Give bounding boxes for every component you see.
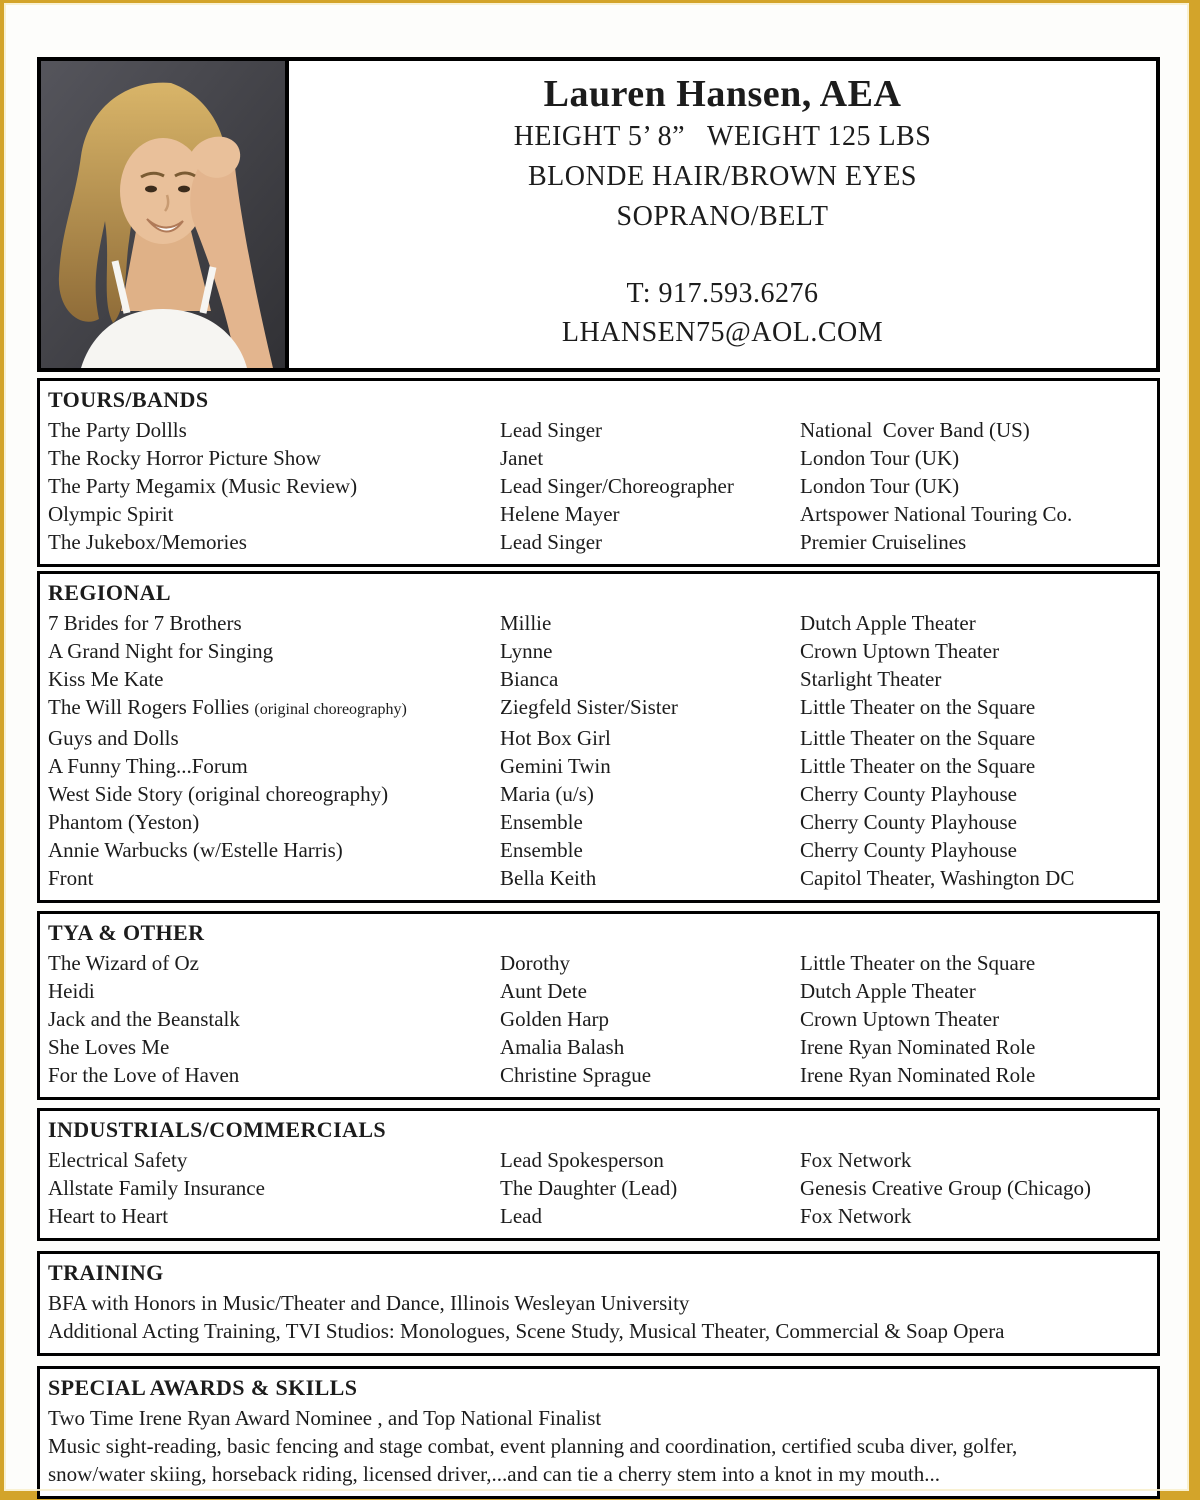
credit-role: Amalia Balash bbox=[500, 1035, 625, 1059]
credit-title: The Will Rogers Follies (original choreography) bbox=[48, 695, 407, 719]
credit-title: A Funny Thing...Forum bbox=[48, 754, 248, 778]
credit-venue: Little Theater on the Square bbox=[800, 951, 1036, 975]
training-line: Additional Acting Training, TVI Studios: Monologues, Scene Study, Musical Theater, Commercial & Soap Opera bbox=[48, 1319, 1005, 1343]
credit-role: Lead Singer bbox=[500, 530, 603, 554]
credit-row bbox=[48, 693, 1153, 724]
headshot-photo bbox=[41, 61, 289, 368]
credit-row bbox=[48, 1033, 1153, 1061]
credit-row bbox=[48, 864, 1153, 892]
credit-title: Olympic Spirit bbox=[48, 502, 174, 526]
credit-venue: Little Theater on the Square bbox=[800, 754, 1036, 778]
credit-venue: Cherry County Playhouse bbox=[800, 838, 1017, 862]
credit-row bbox=[48, 836, 1153, 864]
credit-venue: Crown Uptown Theater bbox=[800, 639, 1000, 663]
credit-row bbox=[48, 808, 1153, 836]
credit-row bbox=[48, 1202, 1153, 1230]
credit-row bbox=[48, 444, 1153, 472]
credit-venue: Irene Ryan Nominated Role bbox=[800, 1063, 1036, 1087]
credit-venue: Starlight Theater bbox=[800, 667, 942, 691]
section-title: TYA & OTHER bbox=[48, 920, 205, 945]
credit-title: Kiss Me Kate bbox=[48, 667, 164, 691]
credit-venue: Genesis Creative Group (Chicago) bbox=[800, 1176, 1091, 1200]
credit-row bbox=[48, 665, 1153, 693]
credit-row bbox=[48, 724, 1153, 752]
credit-title: The Wizard of Oz bbox=[48, 951, 199, 975]
credit-role: Hot Box Girl bbox=[500, 726, 611, 750]
resume-page bbox=[37, 57, 1160, 1499]
credit-role: Lead Singer/Choreographer bbox=[500, 474, 734, 498]
hair-eyes: BLONDE HAIR/BROWN EYES bbox=[528, 161, 917, 192]
headshot-illustration bbox=[41, 61, 285, 368]
credit-venue: Cherry County Playhouse bbox=[800, 782, 1017, 806]
header-spacer bbox=[289, 237, 1156, 274]
credit-venue: Fox Network bbox=[800, 1148, 912, 1172]
section-tya-other bbox=[37, 911, 1160, 1100]
section-industrials-commercials bbox=[37, 1108, 1160, 1241]
credit-role: Ziegfeld Sister/Sister bbox=[500, 695, 678, 719]
credit-venue: Capitol Theater, Washington DC bbox=[800, 866, 1075, 890]
credit-venue: London Tour (UK) bbox=[800, 446, 960, 470]
section-title: SPECIAL AWARDS & SKILLS bbox=[48, 1375, 358, 1400]
credit-row bbox=[48, 528, 1153, 556]
credit-role: Aunt Dete bbox=[500, 979, 587, 1003]
credit-row bbox=[48, 949, 1153, 977]
section-title: REGIONAL bbox=[48, 580, 171, 605]
credit-row bbox=[48, 780, 1153, 808]
credit-role: Gemini Twin bbox=[500, 754, 611, 778]
credit-venue: Little Theater on the Square bbox=[800, 726, 1036, 750]
credit-role: Maria (u/s) bbox=[500, 782, 594, 806]
credit-title: The Party Dollls bbox=[48, 418, 187, 442]
training-line: BFA with Honors in Music/Theater and Dance, Illinois Wesleyan University bbox=[48, 1291, 690, 1315]
section-title: INDUSTRIALS/COMMERCIALS bbox=[48, 1117, 387, 1142]
section-tours-bands bbox=[37, 378, 1160, 567]
credit-venue: National Cover Band (US) bbox=[800, 418, 1030, 442]
credit-title: The Party Megamix (Music Review) bbox=[48, 474, 358, 498]
credit-title: Jack and the Beanstalk bbox=[48, 1007, 240, 1031]
height-weight: HEIGHT 5’ 8” WEIGHT 125 LBS bbox=[513, 121, 932, 152]
credit-role: Lead bbox=[500, 1204, 542, 1228]
credit-title: Heart to Heart bbox=[48, 1204, 169, 1228]
credit-title: Allstate Family Insurance bbox=[48, 1176, 265, 1200]
credit-role: Golden Harp bbox=[500, 1007, 610, 1031]
credit-venue: Dutch Apple Theater bbox=[800, 979, 976, 1003]
credit-title: The Jukebox/Memories bbox=[48, 530, 247, 554]
credit-role: Bella Keith bbox=[500, 866, 597, 890]
header-box bbox=[37, 57, 1160, 372]
credit-venue: Cherry County Playhouse bbox=[800, 810, 1017, 834]
credit-role: Lead Spokesperson bbox=[500, 1148, 664, 1172]
credit-row bbox=[48, 1061, 1153, 1089]
credit-row bbox=[48, 609, 1153, 637]
credit-title: For the Love of Haven bbox=[48, 1063, 240, 1087]
credit-role: Helene Mayer bbox=[500, 502, 620, 526]
name: Lauren Hansen, AEA bbox=[543, 73, 902, 115]
awards-line: Two Time Irene Ryan Award Nominee , and Top National Finalist bbox=[48, 1406, 602, 1430]
credit-title: The Rocky Horror Picture Show bbox=[48, 446, 321, 470]
credit-venue: Premier Cruiselines bbox=[800, 530, 967, 554]
credit-role: Ensemble bbox=[500, 810, 583, 834]
awards-line: snow/water skiing, horseback riding, licensed driver,...and can tie a cherry stem into a knot in my mouth... bbox=[48, 1462, 941, 1486]
credit-venue: Little Theater on the Square bbox=[800, 695, 1036, 719]
credit-title-note: (original choreography) bbox=[254, 701, 407, 718]
credit-role: Lead Singer bbox=[500, 418, 603, 442]
credit-role: Christine Sprague bbox=[500, 1063, 652, 1087]
credit-row bbox=[48, 1146, 1153, 1174]
credit-venue: Irene Ryan Nominated Role bbox=[800, 1035, 1036, 1059]
credit-title: Electrical Safety bbox=[48, 1148, 188, 1172]
email-address: LHANSEN75@AOL.COM bbox=[561, 317, 884, 348]
section-regional bbox=[37, 571, 1160, 903]
credit-venue: Crown Uptown Theater bbox=[800, 1007, 1000, 1031]
awards-line: Music sight-reading, basic fencing and stage combat, event planning and coordination, certified scuba diver, golfer, bbox=[48, 1434, 1018, 1458]
credit-title: Front bbox=[48, 866, 94, 890]
credit-role: The Daughter (Lead) bbox=[500, 1176, 678, 1200]
credit-title: Heidi bbox=[48, 979, 95, 1003]
section-title: TOURS/BANDS bbox=[48, 387, 209, 412]
credit-title: 7 Brides for 7 Brothers bbox=[48, 611, 242, 635]
voice-type: SOPRANO/BELT bbox=[616, 201, 829, 232]
credit-row bbox=[48, 977, 1153, 1005]
credit-role: Janet bbox=[500, 446, 544, 470]
credit-row bbox=[48, 752, 1153, 780]
section-title: TRAINING bbox=[48, 1260, 164, 1285]
phone-number: T: 917.593.6276 bbox=[626, 278, 819, 309]
credit-role: Bianca bbox=[500, 667, 559, 691]
credit-title: Phantom (Yeston) bbox=[48, 810, 200, 834]
credit-role: Ensemble bbox=[500, 838, 583, 862]
header-info bbox=[289, 61, 1156, 368]
credit-row bbox=[48, 1174, 1153, 1202]
credit-row bbox=[48, 500, 1153, 528]
credit-row bbox=[48, 637, 1153, 665]
credit-row bbox=[48, 472, 1153, 500]
credit-title: Guys and Dolls bbox=[48, 726, 179, 750]
credit-venue: London Tour (UK) bbox=[800, 474, 960, 498]
credit-title: West Side Story (original choreography) bbox=[48, 782, 389, 806]
credit-title: Annie Warbucks (w/Estelle Harris) bbox=[48, 838, 343, 862]
section-training bbox=[37, 1251, 1160, 1356]
credit-venue: Fox Network bbox=[800, 1204, 912, 1228]
credit-venue: Artspower National Touring Co. bbox=[800, 502, 1073, 526]
credit-venue: Dutch Apple Theater bbox=[800, 611, 976, 635]
credit-row bbox=[48, 1005, 1153, 1033]
credit-role: Millie bbox=[500, 611, 552, 635]
credit-title: She Loves Me bbox=[48, 1035, 170, 1059]
credit-role: Dorothy bbox=[500, 951, 570, 975]
credit-role: Lynne bbox=[500, 639, 553, 663]
section-special-awards-skills bbox=[37, 1366, 1160, 1499]
credit-row bbox=[48, 416, 1153, 444]
credit-title: A Grand Night for Singing bbox=[48, 639, 274, 663]
